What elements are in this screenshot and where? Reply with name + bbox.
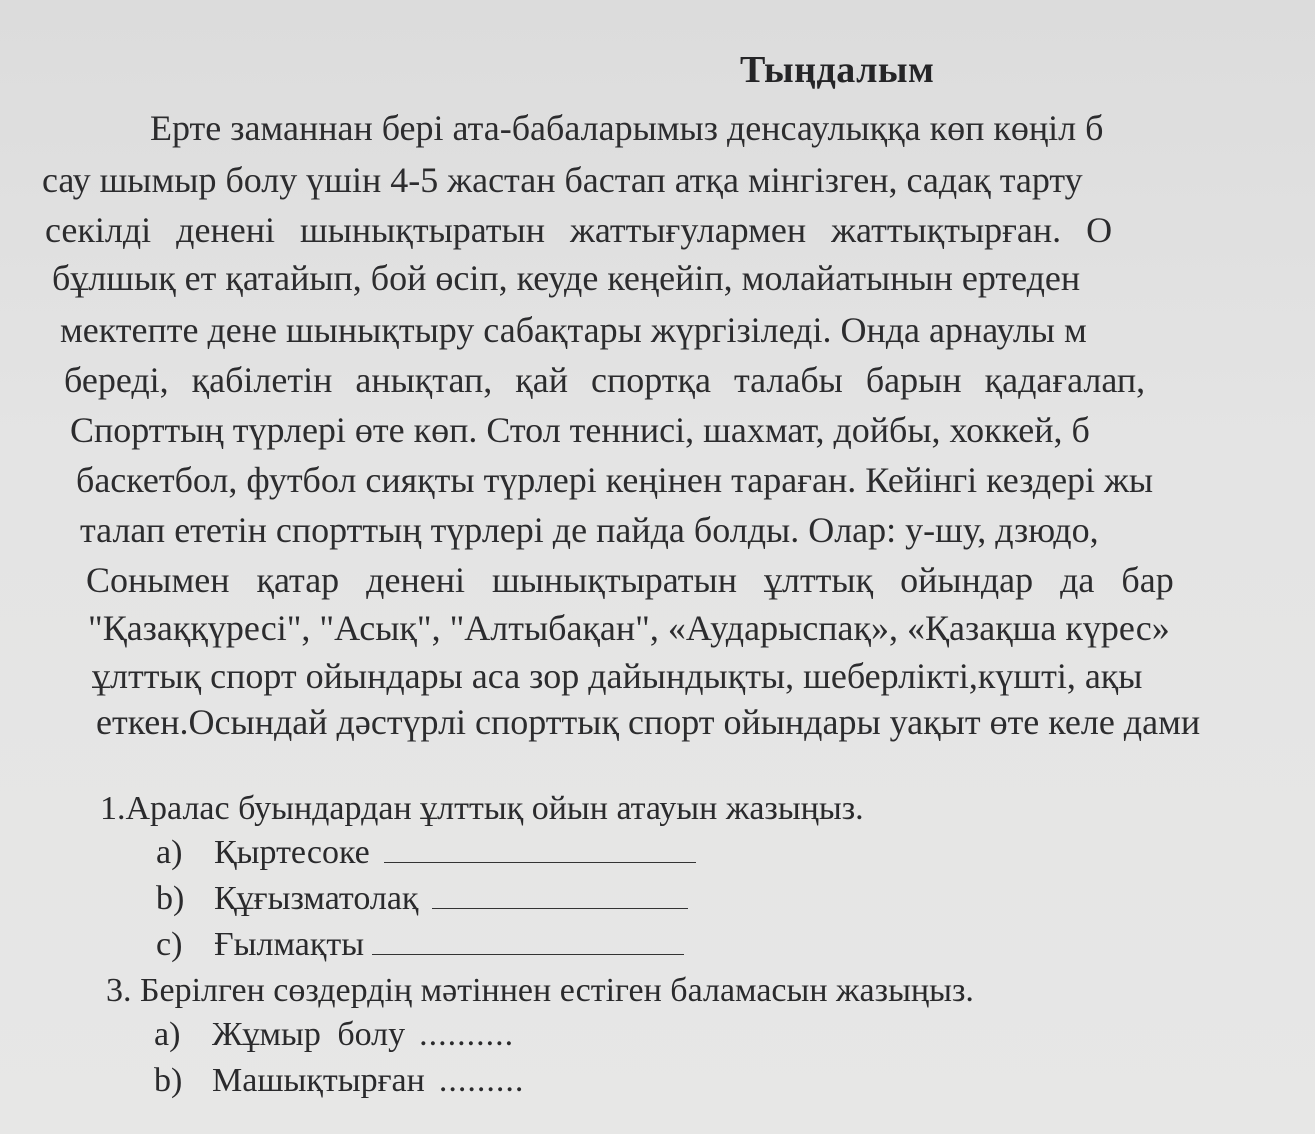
option-text: Машықтырған [212, 1062, 425, 1099]
passage-line: мектепте дене шынықтыру сабақтары жүргізіледі. Онда арнаулы м [60, 310, 1087, 350]
passage-line: талап ететін спорттың түрлері де пайда болды. Олар: у-шу, дзюдо, [80, 510, 1099, 550]
question-1-option-c [156, 926, 684, 964]
option-marker: a) [156, 834, 183, 871]
option-marker: a) [154, 1016, 181, 1053]
passage-line: еткен.Осындай дәстүрлі спорттық спорт ойындары уақыт өте келе дами [96, 702, 1201, 742]
answer-dots[interactable]: .......... [419, 1016, 515, 1053]
answer-blank[interactable] [432, 882, 688, 909]
question-1-option-b [156, 880, 688, 918]
answer-blank[interactable] [384, 836, 696, 863]
passage-line: секілді денені шынықтыратын жаттығулармен жаттықтырған. О [45, 210, 1113, 250]
option-text: Қыртесоке [214, 834, 370, 871]
option-marker: b) [154, 1062, 183, 1099]
passage-line: Ерте заманнан бері ата-бабаларымыз денсаулыққа көп көңіл б [150, 108, 1104, 148]
passage-line: береді, қабілетін анықтап, қай спортқа талабы барын қадағалап, [64, 360, 1146, 400]
option-marker: b) [156, 880, 185, 917]
option-text: Жұмыр болу [212, 1016, 406, 1053]
page-title: Тыңдалым [740, 49, 935, 91]
option-text: Ғылмақты [214, 926, 365, 963]
passage-line: бұлшық ет қатайып, бой өсіп, кеуде кеңейіп, молайатынын ертеден [52, 258, 1081, 298]
question-3-title: 3. Берілген сөздердің мәтіннен естіген баламасын жазыңыз. [106, 972, 974, 1009]
answer-dots[interactable]: ......... [438, 1062, 525, 1099]
passage-line: сау шымыр болу үшін 4-5 жастан бастап атқа мінгізген, садақ тарту [42, 160, 1083, 200]
option-text: Құғызматолақ [214, 880, 419, 917]
question-3-option-b [154, 1062, 524, 1100]
passage-line: Спорттың түрлері өте көп. Стол теннисі, шахмат, дойбы, хоккей, б [70, 410, 1090, 450]
passage-line: ұлттық спорт ойындары аса зор дайындықты, шеберлікті,күшті, ақы [92, 656, 1143, 696]
passage-line: Сонымен қатар денені шынықтыратын ұлттық ойындар да бар [86, 560, 1174, 600]
question-1-title: 1.Аралас буындардан ұлттық ойын атауын жазыңыз. [100, 790, 864, 827]
passage-line: баскетбол, футбол сияқты түрлері кеңінен тараған. Кейінгі кездері жы [76, 460, 1154, 500]
option-marker: c) [156, 926, 183, 963]
passage-line: "Қазаққүресі", "Асық", "Алтыбақан", «Аударыспақ», «Қазақша күрес» [88, 608, 1170, 648]
question-1-option-a [156, 834, 696, 872]
answer-blank[interactable] [372, 928, 684, 955]
question-3-option-a [154, 1016, 514, 1054]
